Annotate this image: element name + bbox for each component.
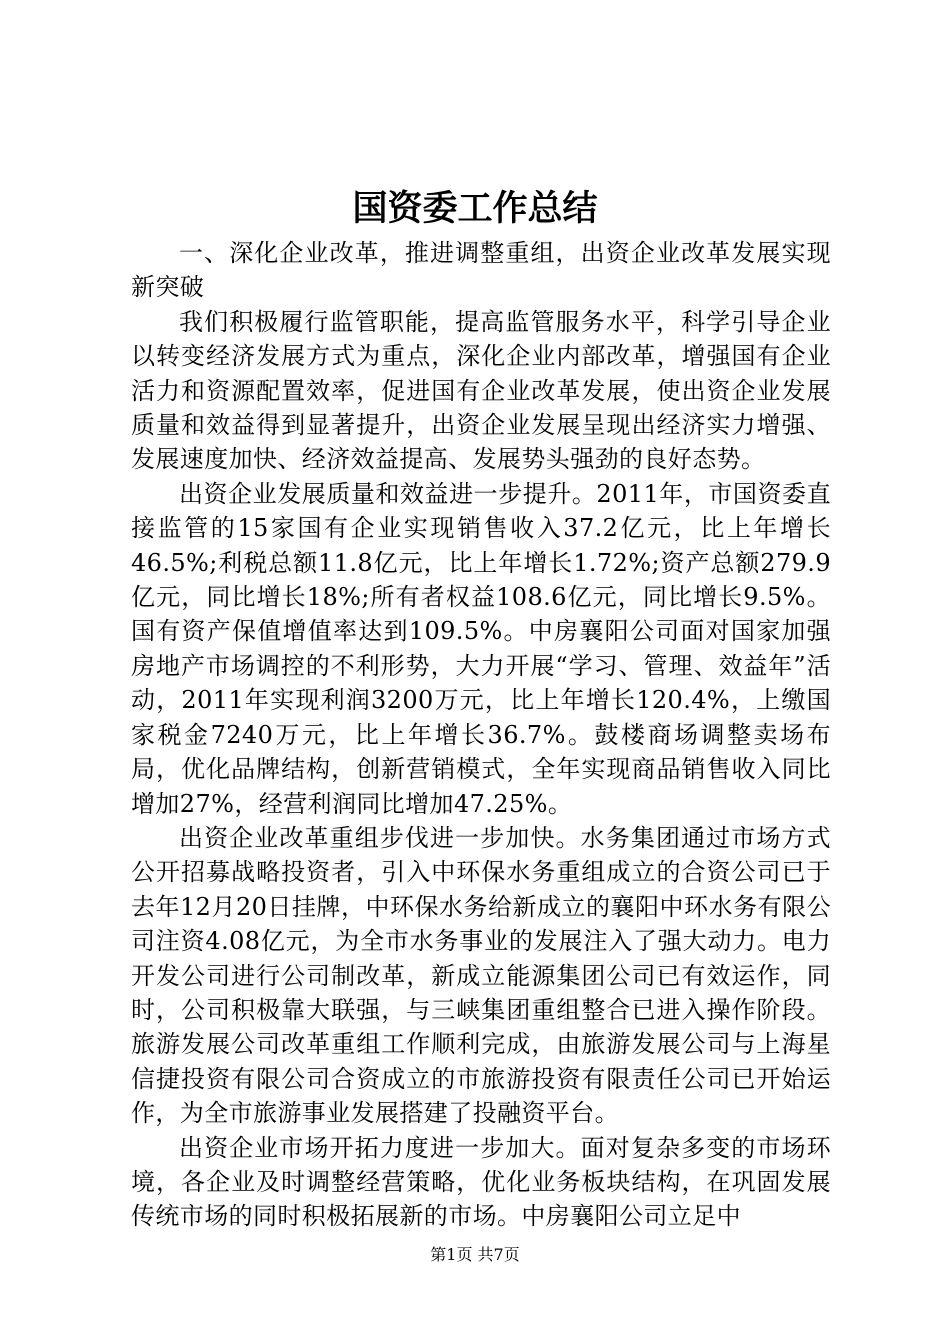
document-body — [131, 236, 831, 1234]
body-paragraph: 出资企业发展质量和效益进一步提升。2011年，市国资委直接监管的15家国有企业实现销售收入37.2亿元，比上年增长46.5%;利税总额11.8亿元，比上年增长1.72%;资产总额279.9亿元，同比增长18%;所有者权益108.6亿元，同比增长9.5%。国有资产保值增值率达到109.5%。中房襄阳公司面对国家加强房地产市场调控的不利形势，大力开展“学习、管理、效益年”活动，2011年实现利润3200万元，比上年增长120.4%，上缴国家税金7240万元，比上年增长36.7%。鼓楼商场调整卖场布局，优化品牌结构，创新营销模式，全年实现商品销售收入同比增加27%，经营利润同比增加47.25%。 — [131, 479, 831, 818]
page-title: 国资委工作总结 — [352, 188, 598, 229]
body-paragraph: 我们积极履行监管职能，提高监管服务水平，科学引导企业以转变经济发展方式为重点，深化企业内部改革，增强国有企业活力和资源配置效率，促进国有企业改革发展，使出资企业发展质量和效益得到显著提升，出资企业发展呈现出经济实力增强、发展速度加快、经济效益提高、发展势头强劲的良好态势。 — [131, 307, 831, 474]
page-footer: 第1页 共7页 — [430, 1245, 520, 1264]
body-paragraph: 出资企业改革重组步伐进一步加快。水务集团通过市场方式公开招募战略投资者，引入中环保水务重组成立的合资公司已于去年12月20日挂牌，中环保水务给新成立的襄阳中环水务有限公司注资4.08亿元，为全市水务事业的发展注入了强大动力。电力开发公司进行公司制改革，新成立能源集团公司已有效运作，同时，公司积极靠大联强，与三峡集团重组整合已进入操作阶段。旅游发展公司改革重组工作顺利完成，由旅游发展公司与上海星信捷投资有限公司合资成立的市旅游投资有限责任公司已开始运作，为全市旅游事业发展搭建了投融资平台。 — [131, 823, 831, 1128]
body-paragraph: 出资企业市场开拓力度进一步加大。面对复杂多变的市场环境，各企业及时调整经营策略，优化业务板块结构，在巩固发展传统市场的同时积极拓展新的市场。中房襄阳公司立足中 — [131, 1133, 831, 1231]
section-heading: 一、深化企业改革，推进调整重组，出资企业改革发展实现新突破 — [131, 239, 831, 302]
